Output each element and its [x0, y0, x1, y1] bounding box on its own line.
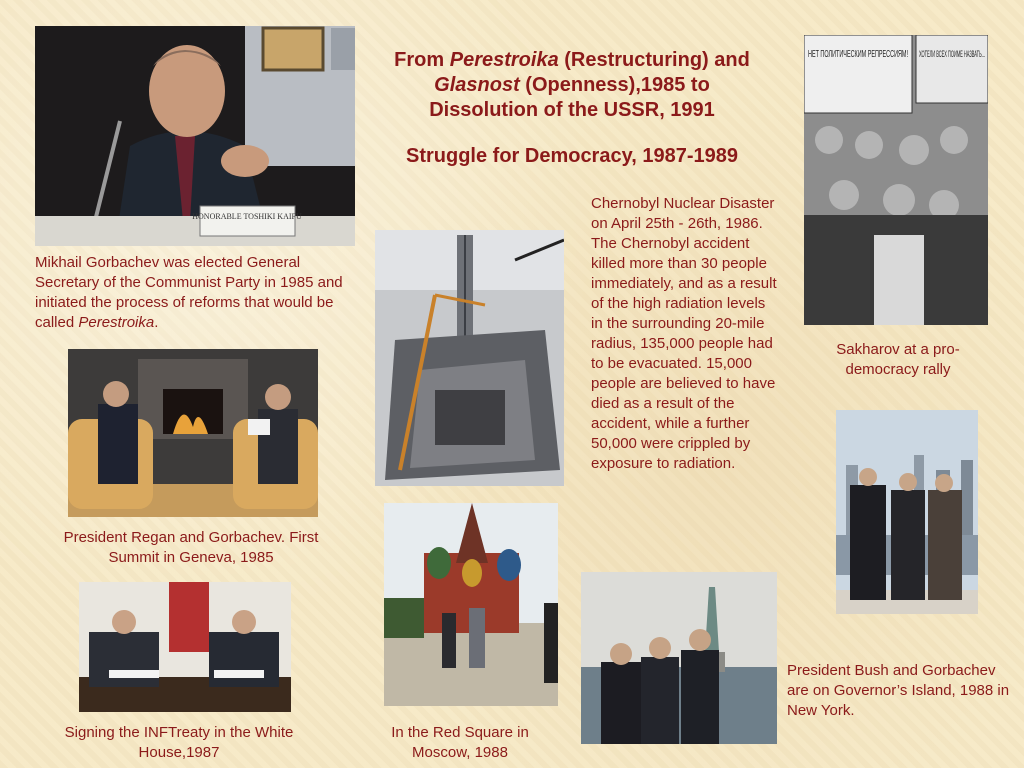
red-square-photo	[384, 503, 558, 706]
sakharov-caption: Sakharov at a pro-democracy rally	[836, 341, 960, 378]
chernobyl-photo	[375, 230, 564, 486]
gorbachev-caption: Mikhail Gorbachev was elected General Secretary of the Communist Party in 1985 and initiated the process of reforms that would be called Perestroika.	[35, 254, 343, 331]
inf-treaty-photo	[79, 582, 291, 712]
geneva-summit-caption: President Regan and Gorbachev. First Summit in Geneva, 1985	[63, 529, 319, 566]
page-title: From Perestroika (Restructuring) and Glasnost (Openness),1985 to Dissolution of the USSR, 1991	[394, 49, 750, 121]
nameplate-text: HONORABLE TOSHIKI KAIFU	[192, 212, 302, 221]
geneva-summit-photo	[68, 349, 318, 517]
governors-island-caption: President Bush and Gorbachev are on Governor’s Island, 1988 in New York.	[787, 662, 1010, 719]
gorbachev-photo	[35, 26, 355, 246]
protest-sign-left: НЕТ ПОЛИТИЧЕСКИМ РЕПРЕССИЯМ!	[808, 49, 908, 60]
page-subtitle: Struggle for Democracy, 1987-1989	[405, 145, 738, 167]
sakharov-rally-photo	[804, 35, 988, 325]
governors-island-photo	[836, 410, 978, 614]
red-square-caption: In the Red Square in Moscow, 1988	[391, 724, 529, 761]
inf-treaty-caption: Signing the INFTreaty in the White House,1987	[64, 724, 294, 761]
protest-sign-right: ХОТЕЛИ ВСЕХ ПОИМЕ НАЗВАТЬ...	[919, 49, 985, 59]
chernobyl-text: Chernobyl Nuclear Disaster on April 25th - 26th, 1986. The Chernobyl accident killed more than 30 people immediately, and as a result of the high radiation levels in the surrounding 20-mile radius, 135,000 people had to be evacuated. 15,000 people are believed to have died as a result of the accident, while a further 50,000 were crippled by exposure to radiation.	[591, 195, 777, 472]
statue-of-liberty-photo	[581, 572, 777, 744]
